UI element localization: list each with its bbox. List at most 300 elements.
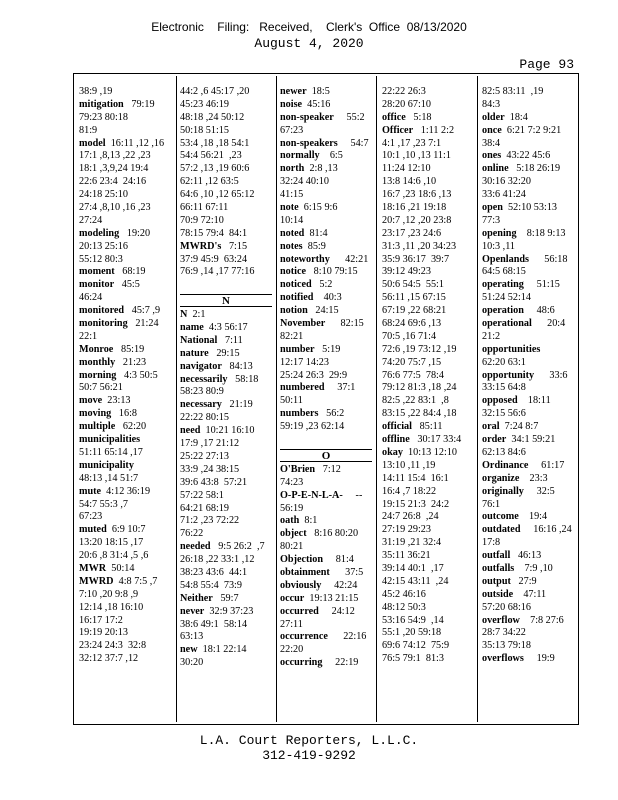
index-page-refs: 18:1 22:14 — [197, 644, 247, 656]
index-page-refs: 46:13 — [510, 550, 542, 562]
index-entry — [180, 528, 272, 541]
index-page-refs: 5:18 — [405, 111, 432, 123]
column-divider — [276, 76, 277, 722]
index-page-refs: 76:6 77:5 78:4 — [382, 369, 444, 381]
index-entry — [280, 644, 372, 657]
index-page-refs: 74:23 — [280, 476, 304, 488]
index-entry — [382, 550, 474, 563]
index-entry — [280, 331, 372, 344]
index-page-refs: 8:16 80:20 — [306, 528, 359, 540]
index-column-5 — [482, 86, 574, 666]
index-entry — [180, 266, 272, 279]
index-page-refs: 22:22 80:15 — [180, 412, 229, 424]
index-headword: oath — [280, 515, 300, 527]
index-page-refs: 40:3 — [313, 292, 342, 304]
index-entry — [180, 125, 272, 138]
index-headword: numbers — [280, 408, 319, 420]
index-entry — [280, 541, 372, 554]
index-page-refs: 24:12 — [318, 605, 355, 617]
index-headword: opportunities — [482, 343, 541, 355]
index-page-refs: 62:11 ,12 63:5 — [180, 176, 239, 188]
index-entry — [180, 554, 272, 567]
index-page-refs: 39:14 40:1 ,17 — [382, 562, 444, 574]
index-page-refs: 7:11 — [217, 334, 243, 346]
index-page-refs: 21:23 — [115, 356, 147, 368]
index-entry — [382, 382, 474, 395]
index-entry — [382, 99, 474, 112]
index-headword: note — [280, 202, 299, 214]
index-entry — [382, 318, 474, 331]
index-headword: monitored — [79, 305, 125, 317]
index-headword: non-speaker — [280, 111, 334, 123]
index-headword: occurred — [280, 605, 319, 617]
index-page-refs: 18:11 — [517, 395, 551, 407]
index-entry — [482, 511, 574, 524]
index-entry — [180, 631, 272, 644]
index-headword: noise — [280, 98, 303, 110]
index-entry — [482, 202, 574, 215]
index-page-refs: 23:17 ,23 24:6 — [382, 227, 442, 239]
index-headword: outdated — [482, 524, 521, 536]
index-page-refs: 6:15 9:6 — [298, 202, 338, 214]
index-entry — [280, 215, 372, 228]
index-entry — [482, 279, 574, 292]
index-entry — [180, 254, 272, 267]
index-page-refs: 10:13 12:10 — [402, 446, 458, 458]
index-headword: nature — [180, 347, 209, 359]
index-page-refs: 5:19 — [314, 343, 341, 355]
index-page-refs: 24:15 — [307, 305, 339, 317]
index-entry — [482, 138, 574, 151]
index-page-refs: 31:3 ,11 ,20 34:23 — [382, 240, 457, 252]
index-entry — [280, 163, 372, 176]
index-page-refs: 4:8 7:5 ,7 — [113, 575, 158, 587]
index-page-refs: 6:9 10:7 — [106, 524, 146, 536]
index-entry — [382, 254, 474, 267]
index-column-3 — [280, 86, 372, 670]
index-headword: office — [382, 111, 406, 123]
index-page-refs: 7:10 ,20 9:8 ,9 — [79, 588, 139, 600]
index-entry — [79, 189, 171, 202]
index-headword: Openlands — [482, 253, 529, 265]
index-page-refs: 58:23 80:9 — [180, 386, 224, 398]
index-page-refs: 67:23 — [280, 124, 304, 136]
index-headword: Ordinance — [482, 459, 529, 471]
index-entry — [180, 348, 272, 361]
index-entry — [180, 657, 272, 670]
index-page-refs: 32:24 40:10 — [280, 176, 329, 188]
index-page-refs: 18:5 — [306, 86, 330, 97]
index-page-refs: 27:9 — [510, 575, 537, 587]
index-entry — [180, 515, 272, 528]
index-page-refs: 42:24 — [321, 579, 358, 591]
index-page-refs: 13:10 ,11 ,19 — [382, 459, 436, 471]
index-entry — [382, 473, 474, 486]
index-headword: notes — [280, 240, 303, 252]
index-page-refs: 48:13 ,14 51:7 — [79, 472, 139, 484]
index-entry — [280, 382, 372, 395]
index-entry — [79, 460, 171, 473]
index-page-refs: 25:22 27:13 — [180, 450, 229, 462]
index-entry — [382, 86, 474, 99]
index-page-refs: 79:19 — [123, 98, 155, 110]
index-entry — [280, 241, 372, 254]
index-entry — [79, 524, 171, 537]
index-entry — [79, 563, 171, 576]
index-page-refs: 76:22 — [180, 528, 204, 540]
index-headword: noticed — [280, 279, 312, 291]
index-entry — [482, 408, 574, 421]
index-headword: MWR — [79, 562, 107, 574]
index-headword: newer — [280, 86, 307, 97]
filing-header: Electronic Filing: Received, Clerk's Office 08/13/2020 — [151, 20, 467, 34]
index-headword: morning — [79, 369, 117, 381]
index-entry — [382, 602, 474, 615]
index-entry — [280, 490, 372, 503]
index-entry — [482, 86, 574, 99]
index-entry — [180, 202, 272, 215]
index-headword: necessarily — [180, 373, 228, 385]
index-headword: older — [482, 111, 505, 123]
index-headword: organize — [482, 472, 520, 484]
index-page-refs: 4:12 36:19 — [101, 485, 151, 497]
index-entry — [482, 589, 574, 602]
index-entry — [79, 292, 171, 305]
index-page-refs: 14:11 15:4 16:1 — [382, 472, 449, 484]
index-entry — [79, 473, 171, 486]
index-entry — [382, 163, 474, 176]
index-page-refs: 19:15 21:3 24:2 — [382, 498, 450, 510]
index-entry — [382, 189, 474, 202]
index-entry — [382, 563, 474, 576]
index-headword: north — [280, 163, 305, 175]
index-page-refs: 5:18 26:19 — [508, 163, 561, 175]
index-entry — [79, 254, 171, 267]
index-page-refs: 85:11 — [412, 421, 443, 433]
index-entry — [482, 447, 574, 460]
index-entry — [180, 99, 272, 112]
index-entry — [382, 408, 474, 421]
index-page-refs: 1:11 2:2 — [413, 124, 455, 136]
index-headword: Officer — [382, 124, 414, 136]
index-headword: overflow — [482, 614, 520, 626]
index-entry — [280, 395, 372, 408]
index-page-refs: 45:23 46:19 — [180, 98, 229, 110]
index-page-refs: 30:16 32:20 — [482, 176, 531, 188]
index-entry — [280, 408, 372, 421]
index-entry — [482, 215, 574, 228]
index-entry — [482, 421, 574, 434]
index-entry — [280, 657, 372, 670]
index-entry — [382, 370, 474, 383]
index-headword: operation — [482, 305, 524, 317]
index-entry — [180, 593, 272, 606]
index-column-1 — [79, 86, 171, 666]
index-entry — [482, 331, 574, 344]
index-entry — [180, 138, 272, 151]
index-page-refs: 22:22 26:3 — [382, 86, 426, 97]
index-headword: municipalities — [79, 434, 141, 446]
index-entry — [382, 112, 474, 125]
index-entry — [482, 228, 574, 241]
index-page-refs: 28:20 67:10 — [382, 98, 431, 110]
index-page-refs: 21:19 — [221, 399, 253, 411]
index-headword: new — [180, 644, 198, 656]
index-page-refs: 33:15 64:8 — [482, 382, 526, 394]
index-headword: multiple — [79, 421, 116, 433]
index-page-refs: 48:12 50:3 — [382, 601, 426, 613]
index-page-refs: 7:8 27:6 — [519, 614, 564, 626]
index-entry — [382, 357, 474, 370]
index-page-refs: 23:3 — [519, 472, 548, 484]
index-headword: order — [482, 434, 507, 446]
index-page-refs: 66:11 67:11 — [180, 202, 229, 214]
index-page-refs: 72:6 ,19 73:12 ,19 — [382, 343, 457, 355]
index-page-refs: 7:12 — [315, 463, 341, 475]
index-entry — [79, 357, 171, 370]
index-headword: monitor — [79, 279, 115, 291]
index-page-refs: 45:16 — [302, 98, 331, 110]
index-headword: November — [280, 318, 326, 330]
index-page-refs: 55:12 80:3 — [79, 253, 123, 265]
index-headword: originally — [482, 485, 524, 497]
index-entry — [180, 438, 272, 451]
index-entry — [482, 344, 574, 357]
index-headword: open — [482, 202, 503, 214]
index-entry — [482, 112, 574, 125]
index-headword: normally — [280, 150, 320, 162]
index-headword: municipality — [79, 459, 134, 471]
index-page-refs: 37:1 — [324, 382, 356, 394]
index-page-refs: 42:15 43:11 ,24 — [382, 575, 449, 587]
index-page-refs: 38:23 43:6 44:1 — [180, 566, 248, 578]
index-entry — [382, 421, 474, 434]
index-entry — [382, 266, 474, 279]
index-page-refs: 33:6 — [534, 369, 568, 381]
index-entry — [482, 189, 574, 202]
index-entry — [180, 386, 272, 399]
index-entry — [180, 451, 272, 464]
index-headword: official — [382, 421, 412, 433]
index-headword: noteworthy — [280, 253, 330, 265]
index-entry — [482, 292, 574, 305]
index-page-refs: 35:11 36:21 — [382, 550, 431, 562]
index-entry — [280, 125, 372, 138]
index-page-refs: 27:11 — [280, 618, 303, 630]
index-page-refs: 76:1 — [482, 498, 501, 510]
index-page-refs: 56:2 — [318, 408, 345, 420]
index-entry — [280, 279, 372, 292]
index-page-refs: 55:2 — [333, 111, 365, 123]
index-entry — [382, 331, 474, 344]
index-page-refs: 48:18 ,24 50:12 — [180, 111, 245, 123]
index-headword: notion — [280, 305, 308, 317]
index-entry — [382, 344, 474, 357]
index-entry — [382, 627, 474, 640]
index-entry — [180, 399, 272, 412]
index-page-refs: 39:6 43:8 57:21 — [180, 476, 248, 488]
index-entry — [79, 138, 171, 151]
index-page-refs: 33:6 41:24 — [482, 189, 526, 201]
index-headword: occurring — [280, 657, 323, 669]
index-entry — [280, 421, 372, 434]
index-entry — [482, 395, 574, 408]
index-entry — [382, 125, 474, 138]
index-page-refs: 79:23 80:18 — [79, 111, 128, 123]
index-page-refs: 47:11 — [513, 588, 547, 600]
index-page-refs: 31:19 ,21 32:4 — [382, 537, 442, 549]
index-page-refs: 16:7 ,23 18:6 ,13 — [382, 189, 452, 201]
index-page-refs: 76:9 ,14 ,17 77:16 — [180, 266, 255, 278]
index-entry — [180, 464, 272, 477]
index-entry — [382, 640, 474, 653]
index-entry — [79, 615, 171, 628]
index-headword: notice — [280, 266, 307, 278]
index-page-refs: 54:8 55:4 73:9 — [180, 579, 242, 591]
index-headword: output — [482, 575, 511, 587]
index-headword: non-speakers — [280, 137, 338, 149]
index-entry — [79, 331, 171, 344]
index-page-refs: 18:16 ,21 19:18 — [382, 202, 447, 214]
index-entry — [280, 266, 372, 279]
index-entry — [382, 228, 474, 241]
index-page-refs: 51:24 52:14 — [482, 292, 531, 304]
index-page-refs: 22:1 — [79, 330, 98, 342]
index-page-refs: 5:2 — [311, 279, 333, 291]
index-entry — [482, 318, 574, 331]
index-page-refs: 81:4 — [304, 227, 328, 239]
index-page-refs: 20:6 ,8 31:4 ,5 ,6 — [79, 550, 149, 562]
index-entry — [280, 292, 372, 305]
index-entry — [180, 309, 272, 322]
index-entry — [79, 653, 171, 666]
index-page-refs: 33:9 ,24 38:15 — [180, 463, 240, 475]
index-entry — [79, 382, 171, 395]
index-entry — [79, 86, 171, 99]
index-entry — [79, 627, 171, 640]
index-entry — [180, 541, 272, 554]
index-page-refs: 20:13 25:16 — [79, 240, 128, 252]
reporter-phone: 312-419-9292 — [262, 748, 356, 763]
index-page-refs: 45:2 46:16 — [382, 588, 426, 600]
index-page-refs: 10:14 — [280, 214, 304, 226]
index-page-refs: 18:1 ,3,9,24 19:4 — [79, 163, 149, 175]
index-page-refs: 80:21 — [280, 541, 304, 553]
index-page-refs: 13:8 14:6 ,10 — [382, 176, 437, 188]
index-page-refs: 30:20 — [180, 657, 204, 669]
index-headword: numbered — [280, 382, 325, 394]
index-headword: outfall — [482, 550, 511, 562]
index-entry — [482, 550, 574, 563]
index-page-refs: 29:15 — [208, 347, 240, 359]
index-page-refs: 11:24 12:10 — [382, 163, 431, 175]
index-entry — [79, 447, 171, 460]
index-entry — [482, 524, 574, 537]
index-headword: occurrence — [280, 631, 328, 643]
index-entry — [280, 344, 372, 357]
index-entry — [280, 619, 372, 632]
index-page-refs: 82:15 — [325, 318, 364, 330]
index-page-refs: 12:14 ,18 16:10 — [79, 601, 144, 613]
index-entry — [280, 318, 372, 331]
index-entry — [382, 434, 474, 447]
index-page-refs: 32:5 — [523, 485, 555, 497]
index-entry — [482, 176, 574, 189]
index-entry — [79, 228, 171, 241]
index-page-refs: 6:21 7:2 9:21 — [501, 124, 562, 136]
index-page-refs: 56:19 — [280, 502, 304, 514]
index-headword: outside — [482, 588, 514, 600]
index-headword: National — [180, 334, 218, 346]
index-entry — [482, 615, 574, 628]
index-page-refs: 21:24 — [127, 318, 159, 330]
index-entry — [482, 305, 574, 318]
index-headword: notified — [280, 292, 314, 304]
index-entry — [180, 150, 272, 163]
index-headword: operating — [482, 279, 524, 291]
index-entry — [280, 631, 372, 644]
index-entry — [79, 640, 171, 653]
index-page-refs: 17:8 — [482, 537, 501, 549]
index-page-refs: 50:6 54:5 55:1 — [382, 279, 444, 291]
index-page-refs: 25:24 26:3 29:9 — [280, 369, 348, 381]
index-entry — [482, 241, 574, 254]
index-column-4 — [382, 86, 474, 666]
index-page-refs: 35:9 36:17 39:7 — [382, 253, 450, 265]
index-page-refs: 20:7 ,12 ,20 23:8 — [382, 214, 452, 226]
index-entry — [382, 150, 474, 163]
index-entry — [482, 640, 574, 653]
index-page-refs: 79:12 81:3 ,18 ,24 — [382, 382, 457, 394]
index-headword: N — [180, 309, 188, 321]
index-page-refs: 57:22 58:1 — [180, 489, 224, 501]
index-entry — [382, 486, 474, 499]
transcript-date: August 4, 2020 — [254, 36, 364, 51]
index-page-refs: 85:9 — [302, 240, 326, 252]
index-page-refs: 16:8 — [111, 408, 138, 420]
index-entry — [382, 215, 474, 228]
index-entry — [280, 593, 372, 606]
index-entry — [280, 515, 372, 528]
index-entry — [280, 464, 372, 477]
index-headword: occur — [280, 592, 305, 604]
index-headword: offline — [382, 434, 410, 446]
index-page-refs: 23:13 — [102, 395, 131, 407]
index-page-refs: 84:3 — [482, 98, 501, 110]
index-page-refs: 50:7 56:21 — [79, 382, 123, 394]
index-headword: opposed — [482, 395, 518, 407]
index-page-refs: 59:7 — [212, 592, 239, 604]
index-entry — [180, 215, 272, 228]
index-page-refs: 32:9 37:23 — [204, 605, 254, 617]
index-entry — [382, 615, 474, 628]
index-page-refs: 62:20 63:1 — [482, 356, 526, 368]
index-entry — [280, 503, 372, 516]
index-page-refs: 67:19 ,22 68:21 — [382, 305, 447, 317]
index-headword: modeling — [79, 227, 120, 239]
index-page-refs: 45:5 — [114, 279, 140, 291]
index-entry — [79, 499, 171, 512]
index-page-refs: 64:5 68:15 — [482, 266, 526, 278]
index-entry — [280, 228, 372, 241]
index-page-refs: 17:1 ,8,13 ,22 ,23 — [79, 150, 151, 162]
index-entry — [382, 589, 474, 602]
index-entry — [482, 163, 574, 176]
index-headword: mitigation — [79, 98, 124, 110]
index-page-refs: 64:21 68:19 — [180, 502, 229, 514]
index-page-refs: 9:5 26:2 ,7 — [210, 541, 265, 553]
index-page-refs: 10:1 ,10 ,13 11:1 — [382, 150, 451, 162]
